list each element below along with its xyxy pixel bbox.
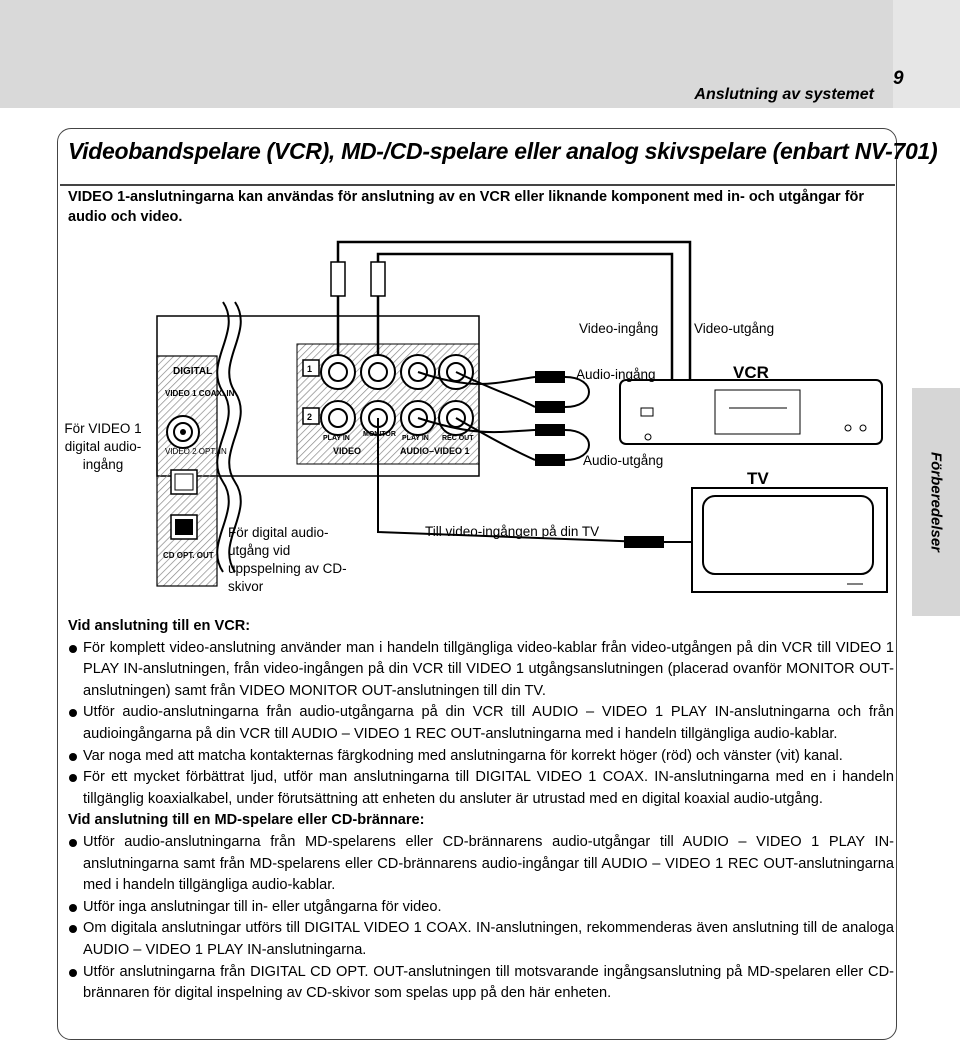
diagram-drawing xyxy=(57,232,897,612)
panel-rec-out-label: REC OUT xyxy=(442,435,474,442)
to-tv-label: Till video-ingången på din TV xyxy=(425,524,600,539)
audio-plugs xyxy=(535,371,565,466)
cd-digital-label: För digital audio-utgång vid uppspelning av CD-skivor xyxy=(228,525,347,594)
video-in-label: Video-ingång xyxy=(579,321,659,336)
tv-device xyxy=(692,488,887,592)
video1-digital-label: För VIDEO 1 digital audio-ingång xyxy=(64,421,142,472)
tv-label: TV xyxy=(747,469,769,488)
panel-monitor-label: MONITOR xyxy=(363,431,396,438)
title-divider xyxy=(60,184,895,186)
side-tab xyxy=(912,388,960,616)
panel-video-label: VIDEO xyxy=(333,446,362,456)
list-item: För ett mycket förbättrat ljud, utför man anslutningarna till DIGITAL VIDEO 1 COAX. IN-anslutningarna med en i handeln tillgänglig koaxialkabel, under förutsättning att enheten du ansluter är utrustad med en digital koaxial audio-utgång. xyxy=(68,767,894,810)
list-item: För komplett video-anslutning använder man i handeln tillgängliga video-kablar från video-utgången på din VCR till VIDEO 1 PLAY IN-anslutningen, från video-ingången på din VCR till VIDEO 1 utgångsanslutningen (placerad ovanför MONITOR OUT-anslutningen) samt från VIDEO MONITOR OUT-anslutningen till din TV. xyxy=(68,638,894,703)
panel-cd-opt-label: CD OPT. OUT xyxy=(163,551,214,560)
list-item: Utför audio-anslutningarna från audio-utgångarna på din VCR till AUDIO – VIDEO 1 PLAY IN-anslutningarna och från audioingångarna på din VCR till AUDIO – VIDEO 1 REC OUT-anslutningarna med i handeln tillgängliga audio-kablar. xyxy=(68,702,894,745)
vcr-device xyxy=(620,380,882,444)
panel-audio-video1-label: AUDIO–VIDEO 1 xyxy=(400,446,470,456)
video-out-label: Video-utgång xyxy=(694,321,775,336)
panel-video2-opt-label: VIDEO 2 OPT. IN xyxy=(165,447,227,456)
panel-digital-label: DIGITAL xyxy=(173,366,213,377)
panel-num1-label: 1 xyxy=(307,364,313,374)
connection-diagram xyxy=(57,232,897,612)
header-section-title: Anslutning av systemet xyxy=(694,86,874,103)
page-title: Videobandspelare (VCR), MD-/CD-spelare eller analog skivspelare (enbart NV-701) xyxy=(68,138,938,164)
panel-num2-label: 2 xyxy=(307,412,313,422)
list-item: Utför audio-anslutningarna från MD-spelarens eller CD-brännarens audio-utgångar till AUDIO – VIDEO 1 PLAY IN-anslutningarna samt från MD-spelarens eller CD-brännarens audio-ingångar till AUDIO – VIDEO 1 REC OUT-anslutningarna med i handeln tillgängliga audio-kablar. xyxy=(68,832,894,897)
list-item: Utför anslutningarna från DIGITAL CD OPT. OUT-anslutningen till motsvarande ingångsanslutning på MD-spelaren eller CD-brännaren för digital inspelning av CD-skivor som spelas upp på den här enheten. xyxy=(68,962,894,1005)
audio-out-label: Audio-utgång xyxy=(583,453,664,468)
panel-video1-coax-label: VIDEO 1 COAX. IN xyxy=(165,389,235,398)
panel-play-in-label: PLAY IN xyxy=(323,435,350,442)
page-number: 9 xyxy=(893,68,904,89)
list-item: Utför inga anslutningar till in- eller utgångarna för video. xyxy=(68,897,894,919)
list-item: Om digitala anslutningar utförs till DIGITAL VIDEO 1 COAX. IN-anslutningen, rekommenderas även anslutning till de analoga AUDIO – VIDEO 1 PLAY IN-anslutningarna. xyxy=(68,918,894,961)
side-tab-label: Förberedelser xyxy=(927,451,945,553)
vcr-heading: Vid anslutning till en VCR: xyxy=(68,618,251,634)
list-item: Var noga med att matcha kontakternas färgkodning med anslutningarna för korrekt höger (röd) och vänster (vit) kanal. xyxy=(68,746,894,768)
vcr-label: VCR xyxy=(733,363,769,382)
page-number-box xyxy=(893,0,960,108)
audio-in-label: Audio-ingång xyxy=(576,367,656,382)
md-heading: Vid anslutning till en MD-spelare eller CD-brännare: xyxy=(68,812,425,829)
panel-play-in2-label: PLAY IN xyxy=(402,435,429,442)
body-text xyxy=(68,616,894,1005)
intro-text: VIDEO 1-anslutningarna kan användas för anslutning av en VCR eller liknande komponent med in- och utgångar för audio och video. xyxy=(68,189,865,225)
